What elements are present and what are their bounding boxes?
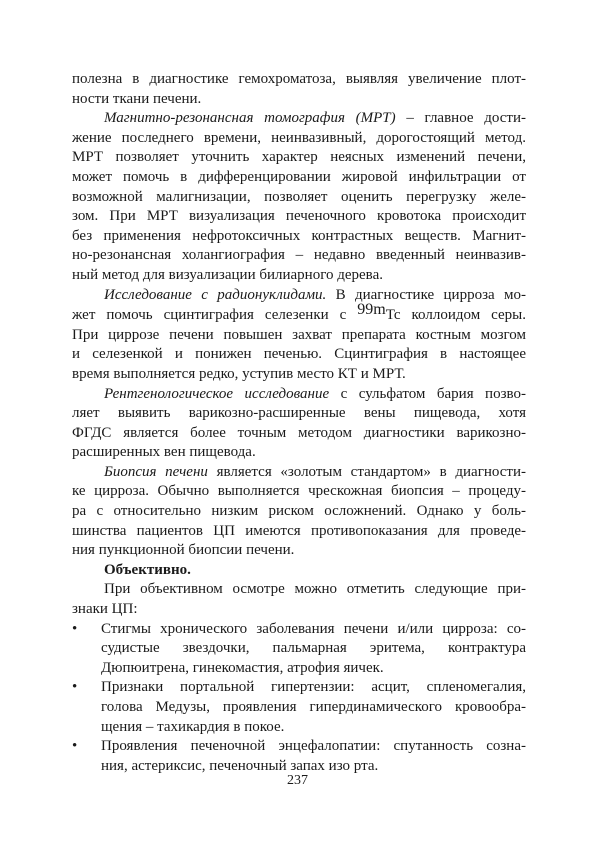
text-line: МРТ позволяет уточнить характер неясных изменений печени, <box>72 149 526 166</box>
text-line: возможной малигнизации, позволяет оценить перегрузку желе- <box>72 188 526 205</box>
text-line: Рентгенологическое исследование с сульфатом бария позво- <box>104 385 526 402</box>
text-line: ности ткани печени. <box>72 90 202 107</box>
list-item <box>72 620 526 679</box>
text-line: шинства пациентов ЦП имеются противопоказания для проведе- <box>72 522 526 539</box>
text-line: время выполняется редко, уступив место КТ и МРТ. <box>72 365 406 382</box>
text-line: ФГДС является более точным методом диагностики варикозно- <box>72 424 526 441</box>
text-line: При циррозе печени повышен захват препарата костным мозгом <box>72 326 526 343</box>
text-line: Биопсия печени является «золотым стандартом» в диагности- <box>104 463 526 480</box>
text-line: может помочь в дифференцировании жировой инфильтрации от <box>72 168 526 185</box>
text-line: ра с относительно низким риском осложнений. Однако у боль- <box>72 503 526 520</box>
radionuclide-term: Исследование с радионуклидами. <box>104 286 327 303</box>
text-line: но-резонансная холангиография – недавно введенный неинвазив- <box>72 247 526 264</box>
paragraph-mri <box>72 109 526 285</box>
text-line: голова Медузы, проявления гипердинамического кровообра- <box>101 699 526 715</box>
text-line: щения – тахикардия в покое. <box>101 718 285 735</box>
text-line: Дюпюитрена, гинекомастия, атрофия яичек. <box>101 659 384 676</box>
paragraph-xray <box>72 385 526 463</box>
section-heading: Объективно. <box>104 561 191 578</box>
text-line: ляет выявить варикозно-расширенные вены пищевода, хотя <box>72 405 526 422</box>
page-number: 237 <box>287 773 308 788</box>
text-line: Исследование с радионуклидами. В диагностике цирроза мо- <box>104 286 526 303</box>
text-line: зом. При МРТ визуализация печеночного кровотока происходит <box>72 208 526 225</box>
text-line: знаки ЦП: <box>72 601 138 618</box>
list-item <box>72 737 526 776</box>
xray-term: Рентгенологическое исследование <box>104 385 330 402</box>
mri-term: Магнитно-резонансная томография (МРТ) <box>104 110 396 127</box>
paragraph-continuation <box>72 70 526 109</box>
page-body <box>72 70 526 776</box>
bullet-icon: • <box>72 679 78 696</box>
text-line: ния пункционной биопсии печени. <box>72 542 295 559</box>
text-line: Признаки портальной гипертензии: асцит, спленомегалия, <box>101 679 526 696</box>
text-line: ке цирроза. Обычно выполняется чрескожная биопсия – процеду- <box>72 483 526 500</box>
paragraph-exam <box>72 580 526 619</box>
text-line: Стигмы хронического заболевания печени и/или цирроза: со- <box>101 620 526 637</box>
text-line: расширенных вен пищевода. <box>72 444 256 461</box>
text-line: жение последнего времени, неинвазивный, дорогостоящий метод. <box>72 129 526 146</box>
text-line: Проявления печеночной энцефалопатии: спутанность созна- <box>101 738 526 755</box>
bullet-icon: • <box>72 738 78 755</box>
text-line: и селезенкой и понижен печенью. Сцинтиграфия в настоящее <box>72 346 526 363</box>
isotope-superscript: 99m <box>357 301 386 319</box>
text-line: При объективном осмотре можно отметить следующие при- <box>104 581 526 598</box>
paragraph-radionuclides <box>72 286 526 385</box>
biopsy-term: Биопсия печени <box>104 463 208 480</box>
text-line: Магнитно-резонансная томография (МРТ) – главное дости- <box>104 110 526 127</box>
text-line: полезна в диагностике гемохроматоза, выявляя увеличение плот- <box>72 71 526 87</box>
text-line: ный метод для визуализации билиарного дерева. <box>72 266 383 283</box>
signs-list <box>72 620 526 777</box>
text-line: жет помочь сцинтиграфия селезенки с 99mTc коллоидом серы. <box>72 301 527 324</box>
bullet-icon: • <box>72 620 78 637</box>
text-line: судистые звездочки, пальмарная эритема, контрактура <box>101 640 526 657</box>
list-item <box>72 678 526 737</box>
paragraph-biopsy <box>72 463 526 561</box>
text-line: ния, астериксис, печеночный запах изо рта. <box>101 757 379 774</box>
text-line: без применения нефротоксичных контрастных веществ. Магнит- <box>72 227 526 244</box>
